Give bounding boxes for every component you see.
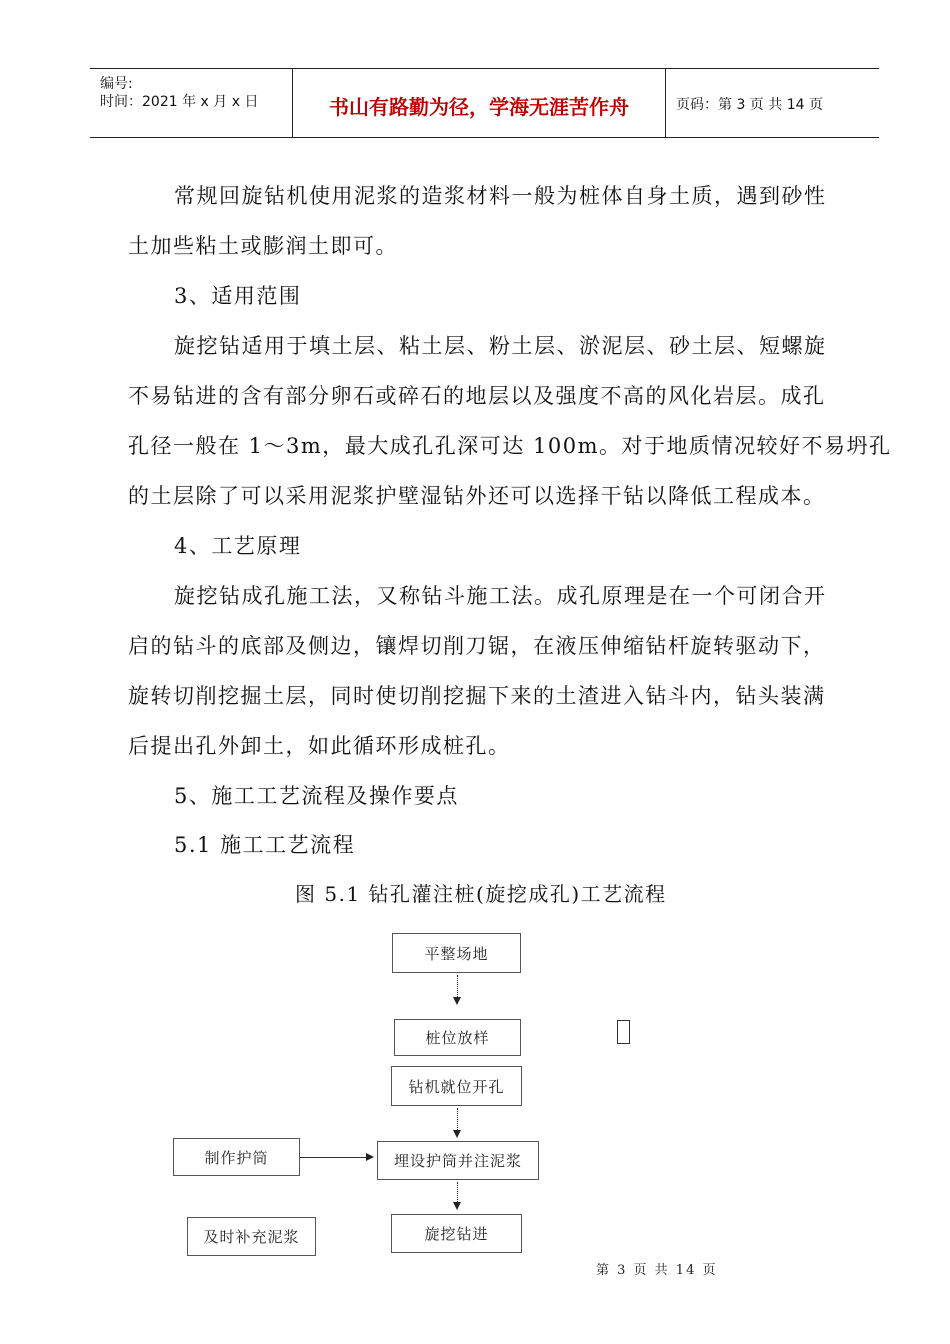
flow-step-box: 钻机就位开孔: [391, 1066, 522, 1106]
body-line: 土加些粘土或膨润土即可。: [128, 234, 398, 258]
flow-step-box: 桩位放样: [394, 1019, 521, 1056]
figure-caption: 图 5.1 钻孔灌注桩(旋挖成孔)工艺流程: [295, 882, 667, 906]
arrow-down-icon: [453, 1130, 461, 1138]
flow-connector: [300, 1157, 366, 1158]
header-meta-cell: [90, 69, 292, 137]
body-line: 孔径一般在 1～3m，最大成孔孔深可达 100m。对于地质情况较好不易坍孔: [128, 434, 892, 458]
section-heading: 5、施工工艺流程及操作要点: [174, 784, 459, 808]
body-line: 旋挖钻适用于填土层、粘土层、粉土层、淤泥层、砂土层、短螺旋: [174, 334, 827, 358]
flow-step-box: 平整场地: [392, 933, 521, 973]
page-footer: 第 3 页 共 14 页: [596, 1263, 718, 1278]
flow-input-box: 及时补充泥浆: [187, 1217, 316, 1256]
subsection-heading: 5.1 施工工艺流程: [174, 833, 356, 857]
body-line: 不易钻进的含有部分卵石或碎石的地层以及强度不高的风化岩层。成孔: [128, 384, 826, 408]
arrow-down-icon: [453, 1202, 461, 1210]
body-line: 的土层除了可以采用泥浆护壁湿钻外还可以选择干钻以降低工程成本。: [128, 484, 826, 508]
body-line: 旋转切削挖掘土层，同时使切削挖掘下来的土渣进入钻斗内，钻头装满: [128, 684, 826, 708]
body-line: 旋挖钻成孔施工法，又称钻斗施工法。成孔原理是在一个可闭合开: [174, 584, 827, 608]
motto-text: 书山有路勤为径，学海无涯苦作舟: [329, 95, 629, 119]
flow-step-box: 旋挖钻进: [391, 1214, 522, 1253]
flow-step-box: 埋设护筒并注泥浆: [377, 1141, 539, 1180]
arrow-right-icon: [366, 1153, 374, 1161]
header-motto-cell: [292, 69, 666, 137]
body-line: 启的钻斗的底部及侧边，镶焊切削刀锯，在液压伸缩钻杆旋转驱动下，: [128, 634, 826, 658]
placeholder-box-icon: [617, 1020, 630, 1044]
section-heading: 4、工艺原理: [174, 534, 302, 558]
flow-input-box: 制作护筒: [173, 1138, 300, 1176]
flow-connector: [457, 1182, 459, 1202]
serial-number-label: 编号:: [100, 76, 133, 92]
flow-connector: [457, 1108, 459, 1130]
body-line: 常规回旋钻机使用泥浆的造浆材料一般为桩体自身土质，遇到砂性: [174, 184, 827, 208]
section-heading: 3、适用范围: [174, 284, 302, 308]
date-line: 时间：2021 年 x 月 x 日: [100, 94, 259, 110]
page-header: [90, 68, 879, 138]
body-line: 后提出孔外卸土，如此循环形成桩孔。: [128, 734, 511, 758]
arrow-down-icon: [453, 997, 461, 1005]
header-page-cell: [666, 69, 879, 137]
page-code: 页码：第 3 页 共 14 页: [676, 97, 823, 113]
flow-connector: [457, 975, 459, 997]
